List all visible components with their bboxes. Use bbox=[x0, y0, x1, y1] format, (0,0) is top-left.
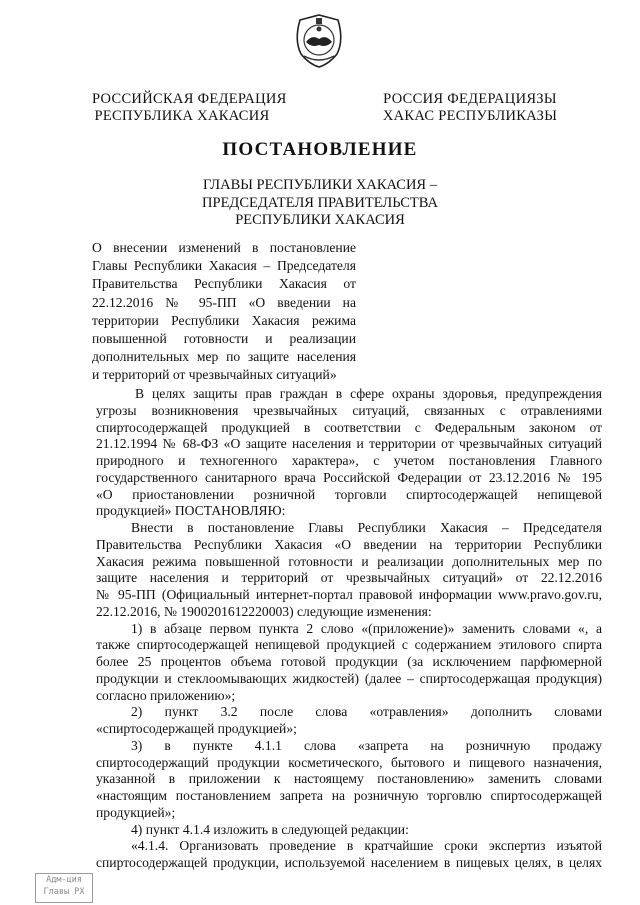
body-line: государственного санитарного врача Российской Федерации от 23.12.2016 № 195 bbox=[96, 469, 602, 485]
document-summary bbox=[92, 239, 356, 385]
summary-line: 22.12.2016 № 95-ПП «О введении на bbox=[92, 294, 356, 310]
body-line: № 95-ПП (Официальный интернет-портал правовой информации www.pravo.gov.ru, bbox=[96, 587, 602, 602]
body-line: указанной в приложении к настоящему постановлению» заменить словами bbox=[96, 771, 602, 787]
body-line: 21.12.1994 № 68-ФЗ «О защите населения и территории от чрезвычайных ситуаций bbox=[96, 436, 602, 452]
body-line: В целях защиты прав граждан в сфере охраны здоровья, предупреждения bbox=[135, 386, 602, 401]
header-left-block bbox=[92, 91, 287, 125]
body-line: Внести в постановление Главы Республики Хакасия – Председателя bbox=[131, 520, 602, 535]
coat-of-arms-emblem bbox=[292, 12, 346, 70]
body-line: природного и техногенного характера», с учетом постановления Главного bbox=[96, 453, 602, 468]
header-left-line: РОССИЙСКАЯ ФЕДЕРАЦИЯ bbox=[92, 91, 287, 107]
header-right-line: РОССИЯ ФЕДЕРАЦИЯЗЫ bbox=[383, 91, 557, 107]
registration-stamp bbox=[35, 873, 93, 903]
body-line: «О приостановлении розничной торговли спиртосодержащей непищевой bbox=[96, 486, 602, 502]
document-subtitle bbox=[160, 177, 480, 230]
body-line: защите населения и территорий от чрезвычайных ситуаций» от 22.12.2016 bbox=[96, 570, 602, 586]
summary-line: и территорий от чрезвычайных ситуаций» bbox=[92, 367, 337, 383]
body-line: спиртосодержащий продукции косметического, бытового и пищевого назначения, bbox=[96, 754, 602, 770]
document-title: ПОСТАНОВЛЕНИЕ bbox=[222, 139, 418, 160]
body-line: «4.1.4. Организовать проведение в кратчайшие сроки экспертиз изъятой bbox=[131, 838, 602, 854]
summary-line: повышенной готовности и реализации bbox=[92, 331, 356, 347]
header-right-line: ХАКАС РЕСПУБЛИКАЗЫ bbox=[382, 108, 558, 124]
body-line: согласно приложению»; bbox=[96, 687, 236, 703]
stamp-line: Главы РХ bbox=[43, 887, 85, 897]
body-line: «спиртосодержащей продукцией»; bbox=[96, 721, 297, 736]
body-line: 1) в абзаце первом пункта 2 слово «(приложение)» заменить словами «, а bbox=[131, 620, 602, 636]
body-line: спиртосодержащей продукции, используемой населением в пищевых целях, в целях bbox=[96, 855, 602, 870]
body-line: продукцией» ПОСТАНОВЛЯЮ: bbox=[96, 503, 286, 519]
header-right-block bbox=[380, 91, 560, 125]
summary-line: О внесении изменений в постановление bbox=[92, 240, 356, 255]
body-line: 4) пункт 4.1.4 изложить в следующей редакции: bbox=[131, 821, 409, 837]
subtitle-line: ГЛАВЫ РЕСПУБЛИКИ ХАКАСИЯ – bbox=[203, 177, 437, 193]
body-line: угрозы возникновения чрезвычайных ситуаций, связанных с отравлениями bbox=[96, 402, 602, 418]
body-line: Хакасия режима повышенной готовности и реализации дополнительных мер по bbox=[96, 553, 602, 569]
summary-line: Правительства Республики Хакасия от bbox=[92, 276, 356, 292]
header-left-line: РЕСПУБЛИКА ХАКАСИЯ bbox=[94, 108, 270, 124]
body-line: также спиртосодержащей непищевой продукцией с содержанием этилового спирта bbox=[96, 637, 602, 653]
body-line: «настоящим постановлением запрета на розничную торговлю спиртосодержащей bbox=[96, 788, 602, 803]
subtitle-line: ПРЕДСЕДАТЕЛЯ ПРАВИТЕЛЬСТВА bbox=[202, 194, 438, 211]
body-line: 2) пункт 3.2 после слова «отравления» дополнить словами bbox=[131, 704, 602, 720]
body-line: Правительства Республики Хакасия «О введении на территории Республики bbox=[96, 536, 602, 552]
body-line: спиртосодержащей продукцией в соответствии с Федеральным законом от bbox=[96, 419, 602, 435]
body-line: 22.12.2016, № 1900201612220003) следующие изменения: bbox=[96, 603, 432, 619]
subtitle-line: РЕСПУБЛИКИ ХАКАСИЯ bbox=[235, 212, 405, 228]
body-line: более 25 процентов объема готовой продукции (за исключением парфюмерной bbox=[96, 654, 602, 669]
body-line: 3) в пункте 4.1.1 слова «запрета на розничную продажу bbox=[131, 737, 602, 753]
body-line: продукцией»; bbox=[96, 804, 176, 820]
summary-line: Главы Республики Хакасия – Председателя bbox=[92, 258, 356, 274]
document-body bbox=[96, 386, 602, 872]
summary-line: территории Республики Хакасия режима bbox=[92, 312, 356, 328]
stamp-line: Адм-ция bbox=[46, 875, 82, 885]
summary-line: дополнительных мер по защите населения bbox=[92, 349, 356, 365]
body-line: продукции и стеклоомывающих жидкостей) (далее – спиртосодержащая продукция) bbox=[96, 670, 602, 686]
